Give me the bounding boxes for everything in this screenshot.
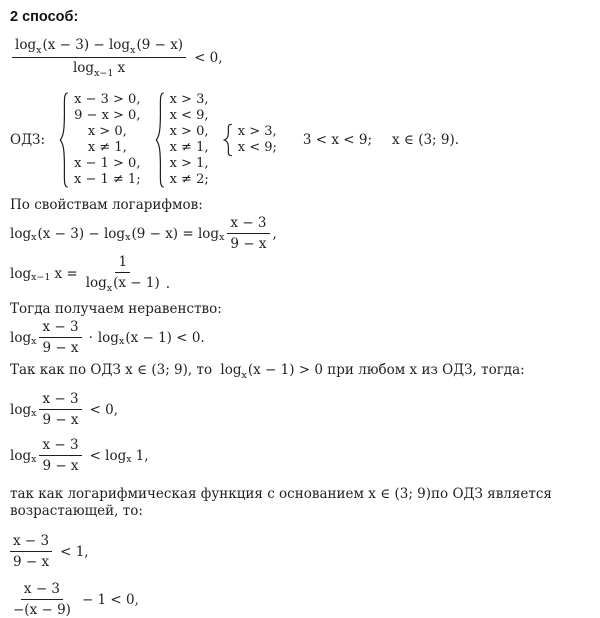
inequality-system-2	[155, 92, 209, 188]
fraction-denominator: 9 − x	[13, 554, 50, 570]
fraction-numerator: x − 3	[39, 437, 81, 456]
step-log-less-log-one	[10, 437, 590, 474]
log-base-subscript: x−1	[94, 67, 114, 79]
method-heading: 2 способ:	[10, 9, 79, 25]
log-symbol: log	[10, 329, 32, 346]
curly-brace-icon	[59, 92, 69, 188]
system-row: x − 1 ≠ 1;	[74, 172, 141, 187]
odz-section	[10, 92, 590, 188]
fraction	[39, 319, 81, 356]
system-row: x − 3 > 0,	[74, 92, 141, 107]
log-base-subscript: x	[31, 453, 37, 465]
odz-result-chain: 3 < x < 9;	[302, 132, 373, 148]
expression-text: (9 − x) = log	[131, 225, 220, 242]
system-row: x ≠ 2;	[169, 172, 209, 187]
fraction-numerator: x − 3	[227, 215, 269, 234]
log-base-subscript: x−1	[31, 271, 51, 283]
fraction	[39, 437, 81, 474]
log-base-subscript: x	[31, 231, 37, 243]
step-frac-less-one	[10, 533, 590, 570]
odz-result-interval: x ∈ (3; 9).	[392, 132, 460, 148]
relation-text: < 0,	[194, 49, 223, 66]
expression-text: x	[117, 60, 126, 76]
fraction	[12, 37, 186, 78]
relation-text: < log	[89, 447, 127, 464]
fraction-numerator: x − 3	[39, 319, 81, 338]
step-log-less-zero	[10, 391, 590, 428]
log-symbol: log	[72, 60, 95, 76]
fraction-numerator	[12, 37, 186, 58]
fraction	[83, 254, 163, 293]
reasoning-text: (x − 1) > 0 при любом x из ОДЗ, тогда:	[247, 362, 525, 378]
step-frac-minus-one	[10, 581, 590, 618]
fraction-denominator: 9 − x	[42, 412, 79, 428]
expression-text: x =	[54, 265, 78, 282]
log-base-subscript: x	[125, 231, 131, 243]
system-row: x > 0,	[87, 124, 127, 139]
log-base-subscript: x	[106, 282, 113, 294]
log-base-subscript: x	[219, 231, 225, 243]
log-base-subscript: x	[126, 453, 132, 465]
fraction-numerator: x − 3	[10, 533, 52, 552]
fraction-numerator: x − 3	[39, 391, 81, 410]
then-heading: Тогда получаем неравенство:	[10, 301, 222, 317]
log-symbol: log	[10, 447, 32, 464]
punctuation: ,	[272, 225, 277, 242]
punctuation: .	[165, 276, 171, 292]
fraction-denominator	[70, 58, 128, 78]
system-row: x < 9,	[169, 108, 209, 123]
fraction-denominator	[83, 273, 163, 293]
curly-brace-icon	[155, 92, 165, 188]
fraction	[10, 533, 52, 570]
fraction	[10, 581, 74, 618]
system-row: x > 1,	[169, 156, 209, 171]
system-row: x ≠ 1,	[87, 140, 127, 155]
system-row: x < 9;	[237, 140, 277, 155]
expression-text: (x − 1) < 0.	[125, 329, 205, 346]
inequality-system-1	[59, 92, 141, 188]
fraction-numerator: x − 3	[21, 581, 63, 600]
multiplication-dot: ·	[88, 329, 93, 346]
expression-text: 1,	[135, 447, 149, 464]
reasoning-line-2: так как логарифмическая функция с основанием x ∈ (3; 9)по ОДЗ является возрастающей, то:	[10, 486, 552, 519]
log-symbol: log	[10, 225, 32, 242]
fraction-denominator: 9 − x	[42, 340, 79, 356]
inequality-system-3	[223, 124, 277, 156]
fraction	[227, 215, 269, 252]
product-inequality	[10, 319, 590, 356]
system-row: x > 3,	[237, 124, 277, 139]
fraction-denominator: 9 − x	[42, 458, 79, 474]
log-symbol: log	[10, 265, 32, 282]
log-difference-identity	[10, 215, 590, 252]
log-base-subscript: x	[118, 335, 125, 347]
log-base-subscript: x	[31, 335, 37, 347]
reasoning-line-1	[10, 362, 590, 380]
system-row: 9 − x > 0,	[74, 108, 141, 123]
log-base-swap-identity	[10, 254, 590, 293]
log-symbol: log	[97, 329, 119, 346]
fraction	[39, 391, 81, 428]
log-base-subscript: x	[36, 44, 42, 56]
expression-text: (x − 1)	[113, 275, 160, 291]
relation-text: < 1,	[60, 543, 89, 560]
properties-heading: По свойствам логарифмов:	[10, 197, 203, 213]
log-symbol: log	[220, 362, 242, 378]
expression-text: (x − 3) − log	[37, 225, 126, 242]
system-row: x − 1 > 0,	[74, 156, 141, 171]
reasoning-text: Так как по ОДЗ x ∈ (3; 9), то	[10, 362, 217, 378]
log-symbol: log	[10, 401, 32, 418]
main-inequality-formula	[10, 37, 590, 78]
curly-brace-icon	[223, 124, 233, 156]
fraction-numerator: 1	[115, 254, 130, 273]
log-base-subscript: x	[241, 369, 247, 381]
expression-text: (x − 3) − log	[42, 37, 131, 53]
system-conditions	[170, 92, 209, 188]
system-row: x > 0,	[169, 124, 209, 139]
fraction-denominator: 9 − x	[230, 236, 267, 252]
odz-label: ОДЗ:	[10, 132, 46, 148]
system-row: x > 3,	[169, 92, 209, 107]
fraction-denominator: −(x − 9)	[13, 602, 71, 618]
log-symbol: log	[15, 37, 37, 53]
system-conditions	[238, 124, 277, 156]
system-conditions	[74, 92, 141, 188]
expression-text: (9 − x)	[136, 37, 184, 53]
log-symbol: log	[85, 275, 107, 291]
log-base-subscript: x	[31, 407, 37, 419]
log-base-subscript: x	[130, 44, 136, 56]
relation-text: − 1 < 0,	[81, 591, 139, 608]
system-row: x ≠ 1,	[169, 140, 209, 155]
relation-text: < 0,	[89, 401, 119, 418]
